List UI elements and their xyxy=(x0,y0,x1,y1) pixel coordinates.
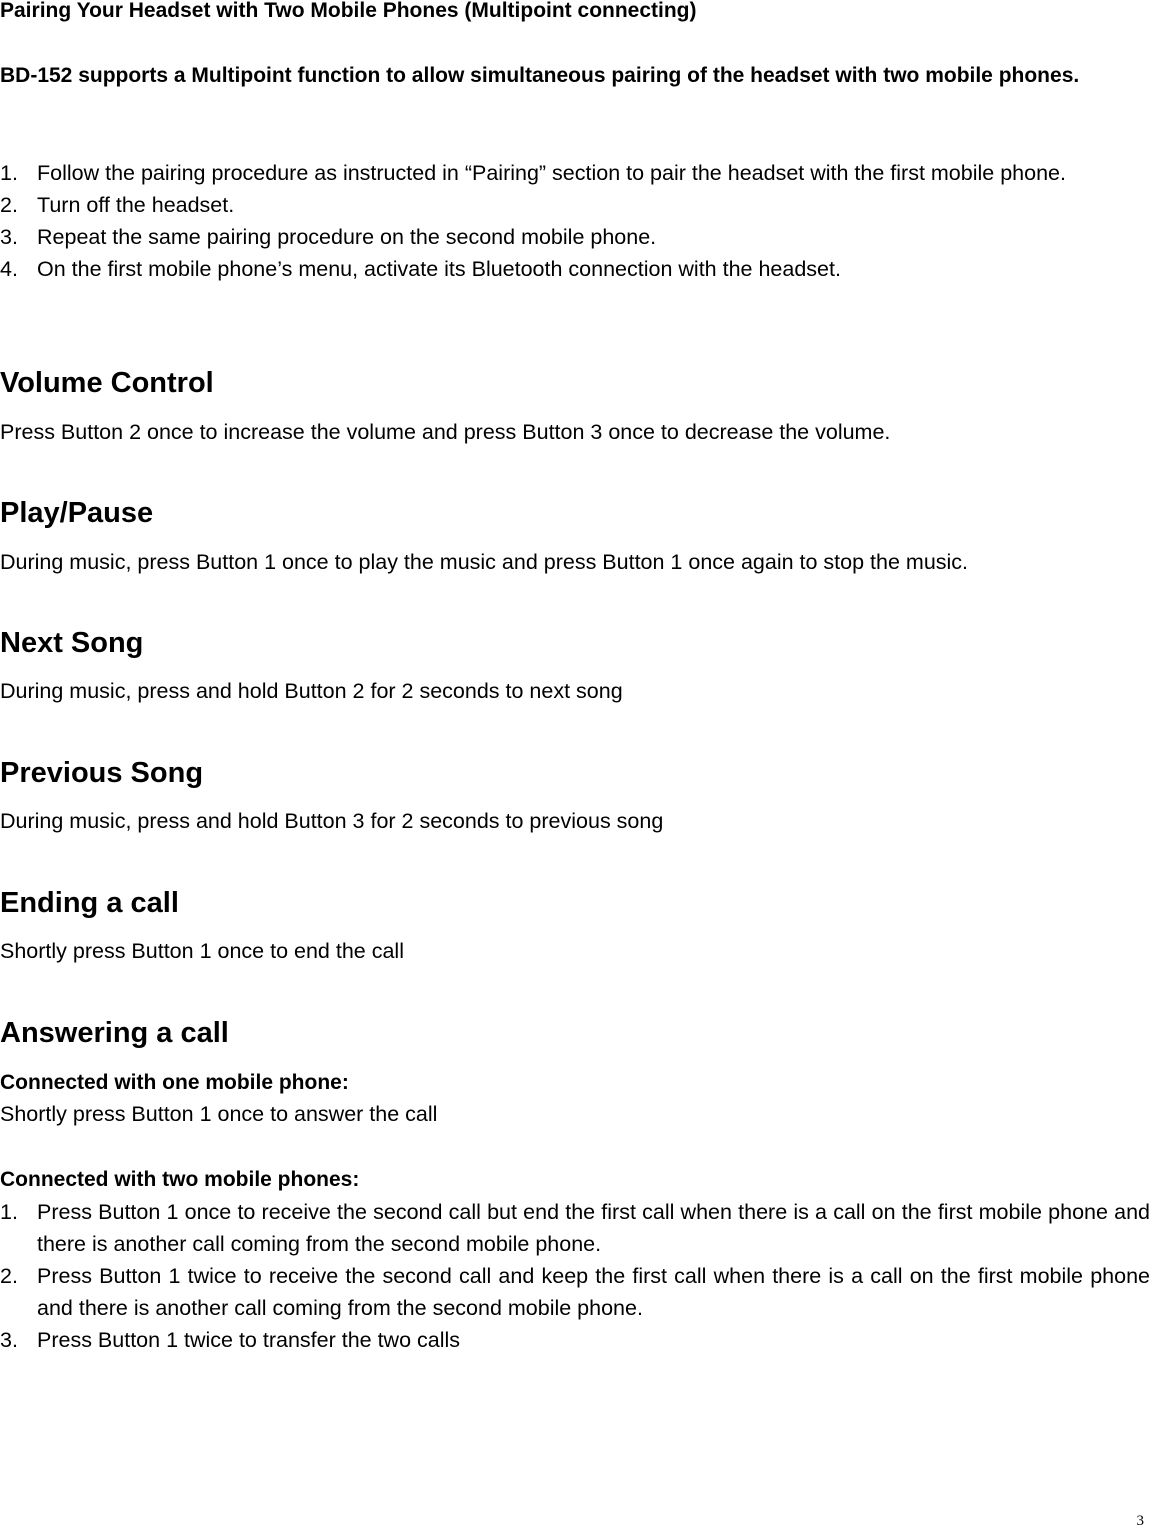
list-item xyxy=(0,221,1150,253)
list-item xyxy=(0,1260,1150,1324)
previous-song-text: During music, press and hold Button 3 for 2 seconds to previous song xyxy=(0,809,664,833)
list-item-number: 1. xyxy=(0,161,18,185)
list-item-number: 2. xyxy=(0,1264,18,1288)
list-item-number: 4. xyxy=(0,257,18,281)
list-item-text: Press Button 1 twice to receive the second call and keep the first call when there is a call on the first mobile phone and there is another call coming from the second mobile phone. xyxy=(37,1264,1150,1320)
list-item-number: 1. xyxy=(0,1200,18,1224)
ending-call-heading: Ending a call xyxy=(0,887,179,919)
list-item-text: On the first mobile phone’s menu, activate its Bluetooth connection with the headset. xyxy=(37,257,841,281)
next-song-heading: Next Song xyxy=(0,627,144,659)
multipoint-steps xyxy=(0,157,1150,285)
one-phone-label: Connected with one mobile phone: xyxy=(0,1071,349,1094)
multipoint-title: Pairing Your Headset with Two Mobile Phones (Multipoint connecting) xyxy=(0,0,697,22)
list-item-number: 2. xyxy=(0,193,18,217)
one-phone-text: Shortly press Button 1 once to answer the call xyxy=(0,1102,438,1126)
two-phones-label: Connected with two mobile phones: xyxy=(0,1168,360,1191)
volume-heading: Volume Control xyxy=(0,367,214,399)
page-number: 3 xyxy=(1136,1513,1144,1529)
list-item xyxy=(0,253,1150,285)
list-item-text: Turn off the headset. xyxy=(37,193,235,217)
play-pause-heading: Play/Pause xyxy=(0,497,154,529)
list-item-text: Follow the pairing procedure as instructed in “Pairing” section to pair the headset with the first mobile phone. xyxy=(37,161,1066,185)
answering-call-heading: Answering a call xyxy=(0,1017,229,1049)
list-item xyxy=(0,1324,1150,1356)
list-item-text: Press Button 1 once to receive the second call but end the first call when there is a call on the first mobile phone and there is another call coming from the second mobile phone. xyxy=(37,1200,1150,1256)
play-pause-text: During music, press Button 1 once to play the music and press Button 1 once again to stop the music. xyxy=(0,550,969,574)
multipoint-intro: BD-152 supports a Multipoint function to allow simultaneous pairing of the headset with two mobile phones. xyxy=(0,64,1080,87)
previous-song-heading: Previous Song xyxy=(0,757,204,789)
list-item-number: 3. xyxy=(0,225,18,249)
next-song-text: During music, press and hold Button 2 for 2 seconds to next song xyxy=(0,679,623,703)
list-item xyxy=(0,1196,1150,1260)
list-item xyxy=(0,189,1150,221)
list-item-text: Press Button 1 twice to transfer the two calls xyxy=(37,1328,461,1352)
list-item-number: 3. xyxy=(0,1328,18,1352)
list-item-text: Repeat the same pairing procedure on the second mobile phone. xyxy=(37,225,657,249)
ending-call-text: Shortly press Button 1 once to end the call xyxy=(0,939,404,963)
volume-text: Press Button 2 once to increase the volume and press Button 3 once to decrease the volume. xyxy=(0,420,891,444)
list-item xyxy=(0,157,1150,189)
two-phones-steps xyxy=(0,1196,1150,1356)
